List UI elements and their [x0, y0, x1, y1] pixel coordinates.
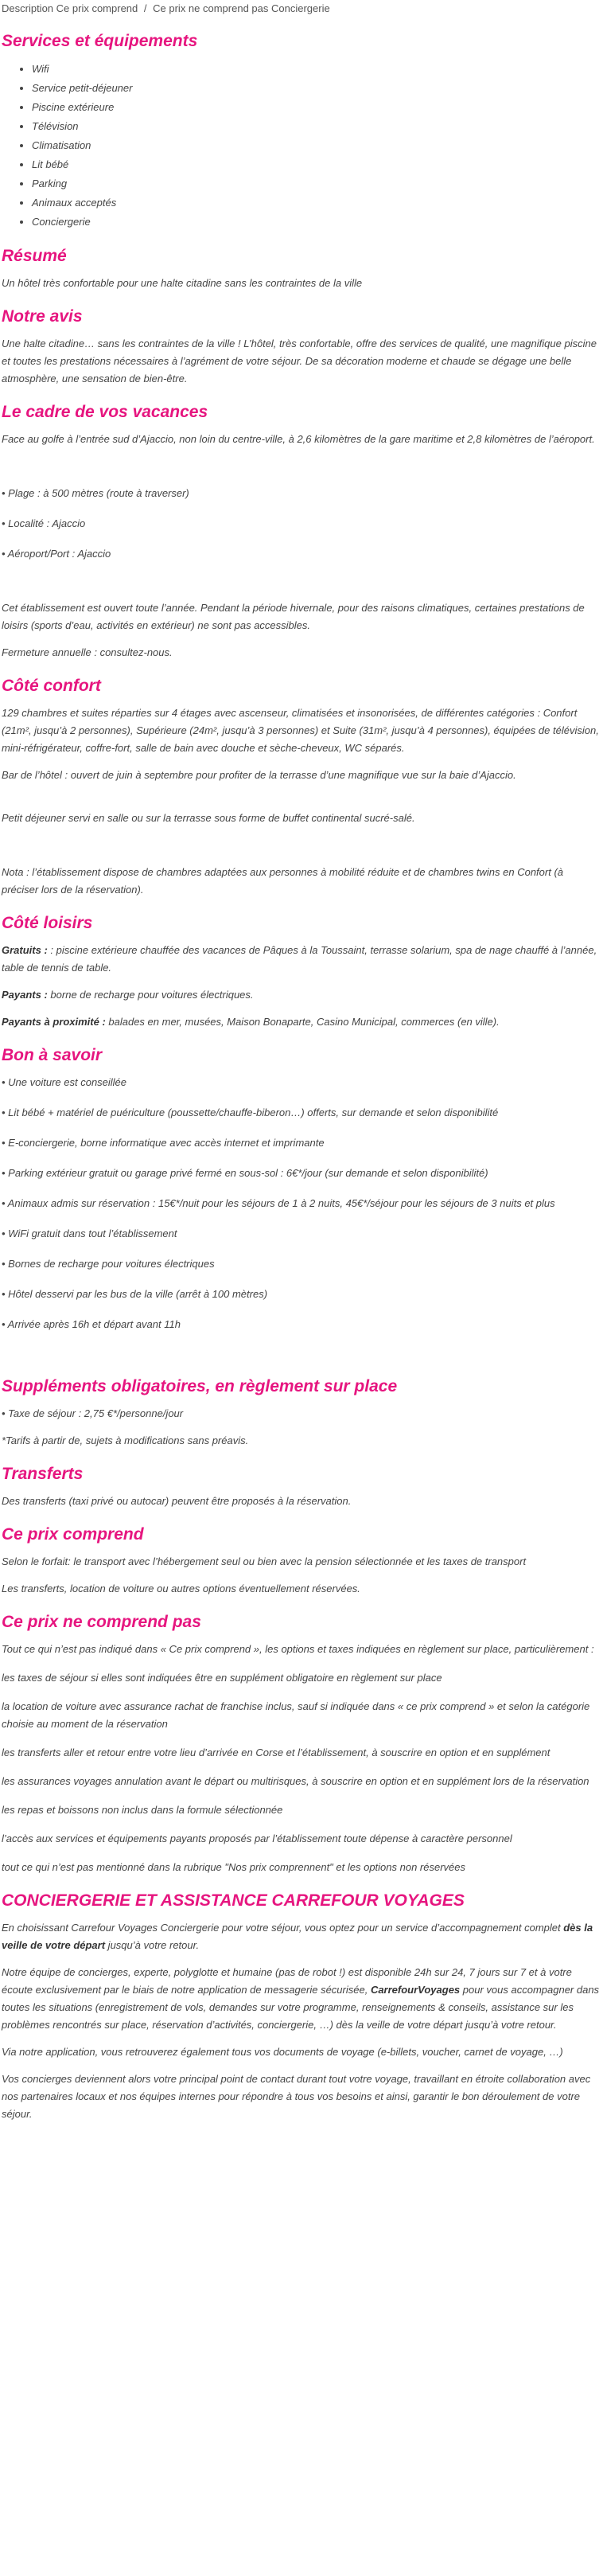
conciergerie-p2-bold: CarrefourVoyages: [370, 1984, 461, 1996]
conciergerie-p3: Via notre application, vous retrouverez également tous vos documents de voyage (e-billets, voucher, carnet de voyage, …): [2, 2046, 563, 2058]
breadcrumb: [2, 0, 601, 17]
savoir-item: • WiFi gratuit dans tout l’établissement: [2, 1228, 177, 1239]
supplements-tarifs: *Tarifs à partir de, sujets à modifications sans préavis.: [2, 1434, 249, 1446]
tab-conciergerie[interactable]: Conciergerie: [271, 2, 330, 14]
savoir-item: • E-conciergerie, borne informatique avec accès internet et imprimante: [2, 1137, 325, 1149]
service-item: • Climatisation: [32, 136, 601, 155]
breadcrumb-separator: /: [143, 2, 147, 14]
service-item: • Télévision: [32, 117, 601, 136]
ne-comprend-item: les repas et boissons non inclus dans la formule sélectionnée: [2, 1804, 283, 1816]
ne-comprend-item: les transferts aller et retour entre votre lieu d’arrivée en Corse et l’établissement, à souscrire en option et en supplément: [2, 1747, 550, 1758]
cadre-plage: • Plage : à 500 mètres (route à traverser): [2, 487, 189, 499]
service-item: • Wifi: [32, 60, 601, 79]
service-item: • Piscine extérieure: [32, 98, 601, 117]
ne-comprend-title: Ce prix ne comprend pas: [2, 1613, 201, 1631]
service-item: • Lit bébé: [32, 155, 601, 174]
cadre-intro: Face au golfe à l’entrée sud d’Ajaccio, non loin du centre-ville, à 2,6 kilomètres de la gare maritime et 2,8 kilomètres de l’aéroport.: [2, 433, 595, 445]
loisirs-payants-text: borne de recharge pour voitures électriques.: [47, 989, 254, 1001]
savoir-title: Bon à savoir: [2, 1046, 103, 1064]
ne-comprend-item: l’accès aux services et équipements payants proposés par l’établissement toute dépense à caractère personnel: [2, 1832, 512, 1844]
savoir-item: • Animaux admis sur réservation : 15€*/nuit pour les séjours de 1 à 2 nuits, 45€*/séjour pour les séjours de 3 nuits et plus: [2, 1197, 555, 1209]
tab-ce-prix-comprend[interactable]: Ce prix comprend: [56, 2, 138, 14]
conciergerie-title: CONCIERGERIE ET ASSISTANCE CARREFOUR VOYAGES: [2, 1891, 465, 1910]
savoir-item: • Hôtel desservi par les bus de la ville (arrêt à 100 mètres): [2, 1288, 268, 1300]
loisirs-gratuits-label: Gratuits :: [2, 944, 48, 956]
loisirs-proximite-text: balades en mer, musées, Maison Bonaparte, Casino Municipal, commerces (en ville).: [105, 1016, 500, 1028]
ne-comprend-item: Tout ce qui n’est pas indiqué dans « Ce prix comprend », les options et taxes indiquées en règlement sur place, particulièrement :: [2, 1643, 594, 1655]
ne-comprend-item: la location de voiture avec assurance rachat de franchise inclus, sauf si indiquée dans « ce prix comprend » et selon la catégorie choisie au moment de la réservation: [2, 1700, 590, 1730]
conciergerie-p1: [2, 1919, 601, 1954]
ne-comprend-item: tout ce qui n’est pas mentionné dans la rubrique "Nos prix comprennent" et les options non réservées: [2, 1861, 466, 1873]
savoir-item: • Bornes de recharge pour voitures électriques: [2, 1258, 215, 1270]
loisirs-proximite: [2, 1013, 601, 1031]
conciergerie-p1-c: jusqu’à votre retour.: [105, 1939, 200, 1951]
savoir-item: • Lit bébé + matériel de puériculture (poussette/chauffe-biberon…) offerts, sur demande et selon disponibilité: [2, 1107, 499, 1118]
service-item: • Service petit-déjeuner: [32, 79, 601, 98]
ne-comprend-item: les assurances voyages annulation avant le départ ou multirisques, à souscrire en option et en supplément lors de la réservation: [2, 1775, 589, 1787]
supplements-title: Suppléments obligatoires, en règlement sur place: [2, 1377, 398, 1395]
comprend-forfait: Selon le forfait: le transport avec l’hébergement seul ou bien avec la pension sélectionnée et les taxes de transport: [2, 1555, 527, 1567]
loisirs-proximite-label: Payants à proximité :: [2, 1016, 106, 1028]
resume-text: Un hôtel très confortable pour une halte citadine sans les contraintes de la ville: [2, 277, 363, 289]
confort-bar: Bar de l’hôtel : ouvert de juin à septembre pour profiter de la terrasse d’une magnifique vue sur la baie d’Ajaccio.: [2, 769, 516, 781]
avis-text: Une halte citadine… sans les contraintes de la ville ! L’hôtel, très confortable, offre des services de qualité, une magnifique piscine et toutes les prestations nécessaires à l’agrément de votre séjour. De sa décoration moderne et chaude se dégage une belle atmosphère, une sensation de bien-être.: [2, 338, 597, 384]
tab-description[interactable]: Description: [2, 2, 54, 14]
confort-nota: Nota : l’établissement dispose de chambres adaptées aux personnes à mobilité réduite et de chambres twins en Confort (à préciser lors de la réservation).: [2, 866, 563, 896]
tab-ce-prix-ne-comprend-pas[interactable]: Ce prix ne comprend pas: [153, 2, 269, 14]
comprend-transferts: Les transferts, location de voiture ou autres options éventuellement réservées.: [2, 1583, 360, 1594]
supplements-taxe: • Taxe de séjour : 2,75 €*/personne/jour: [2, 1407, 184, 1419]
cadre-fermeture: Fermeture annuelle : consultez-nous.: [2, 646, 173, 658]
conciergerie-p2-c: pour vous accompagner dans toutes les situations (enregistrement de vols, demandes sur votre programme, renseignements & conseils, assistance sur les problèmes rencontrés sur place, réservation d’activités, conciergerie, …) dès la veille de votre départ jusqu’à votre retour.: [2, 1984, 600, 2031]
conciergerie-p1-a: En choisissant Carrefour Voyages Conciergerie pour votre séjour, vous optez pour un service d’accompagnement complet: [2, 1922, 564, 1934]
ne-comprend-item: les taxes de séjour si elles sont indiquées être en supplément obligatoire en règlement sur place: [2, 1672, 442, 1684]
resume-title: Résumé: [2, 247, 67, 265]
transferts-text: Des transferts (taxi privé ou autocar) peuvent être proposés à la réservation.: [2, 1495, 352, 1507]
services-title: Services et équipements: [2, 32, 198, 50]
cadre-title: Le cadre de vos vacances: [2, 403, 208, 421]
service-item: • Conciergerie: [32, 213, 601, 232]
comprend-title: Ce prix comprend: [2, 1525, 144, 1544]
cadre-localite: • Localité : Ajaccio: [2, 517, 86, 529]
confort-chambres: 129 chambres et suites réparties sur 4 étages avec ascenseur, climatisées et insonorisées, de différentes catégories : Confort (21m², jusqu’à 2 personnes), Supérieure (24m², jusqu’à 3 personnes) et Suite (31m², jusqu’à 4 personnes), équipées de télévision, mini-réfrigérateur, coffre-fort, salle de bain avec douche et sèche-cheveux, WC séparés.: [2, 707, 599, 754]
savoir-list: [2, 1074, 601, 1333]
conciergerie-p2: [2, 1964, 601, 2034]
savoir-item: • Parking extérieur gratuit ou garage privé fermé en sous-sol : 6€*/jour (sur demande et selon disponibilité): [2, 1167, 488, 1179]
loisirs-payants: [2, 986, 601, 1004]
conciergerie-p1-bold: dès la veille de votre départ: [2, 1922, 593, 1951]
transferts-title: Transferts: [2, 1465, 84, 1483]
conciergerie-p2-a: Notre équipe de concierges, experte, polyglotte et humaine (pas de robot !) est disponible 24h sur 24, 7 jours sur 7 et à votre écoute exclusivement par le biais de notre application de messagerie sécurisée,: [2, 1966, 572, 1996]
conciergerie-p4: Vos concierges deviennent alors votre principal point de contact durant tout votre voyage, travaillant en étroite collaboration avec nos partenaires locaux et nos équipes internes pour répondre à tous vos besoins et ainsi, garantir le bon déroulement de votre séjour.: [2, 2073, 591, 2120]
confort-petit-dejeuner: Petit déjeuner servi en salle ou sur la terrasse sous forme de buffet continental sucré-salé.: [2, 812, 415, 824]
confort-title: Côté confort: [2, 677, 101, 695]
avis-title: Notre avis: [2, 307, 83, 326]
cadre-ouverture: Cet établissement est ouvert toute l’année. Pendant la période hivernale, pour des raisons climatiques, certaines prestations de loisirs (sports d’eau, activités en extérieur) ne sont pas accessibles.: [2, 602, 585, 631]
savoir-item: • Une voiture est conseillée: [2, 1076, 127, 1088]
loisirs-title: Côté loisirs: [2, 914, 93, 932]
service-item: • Parking: [32, 174, 601, 193]
loisirs-payants-label: Payants :: [2, 989, 48, 1001]
ne-comprend-list: [2, 1641, 601, 1876]
loisirs-gratuits: [2, 942, 601, 977]
cadre-aeroport: • Aéroport/Port : Ajaccio: [2, 548, 111, 560]
savoir-item: • Arrivée après 16h et départ avant 11h: [2, 1318, 181, 1330]
loisirs-gratuits-text: : piscine extérieure chauffée des vacances de Pâques à la Toussaint, terrasse solarium, spa de nage chauffé à l’année, table de tennis de table.: [2, 944, 597, 974]
service-item: • Animaux acceptés: [32, 193, 601, 213]
services-list: [2, 60, 601, 232]
